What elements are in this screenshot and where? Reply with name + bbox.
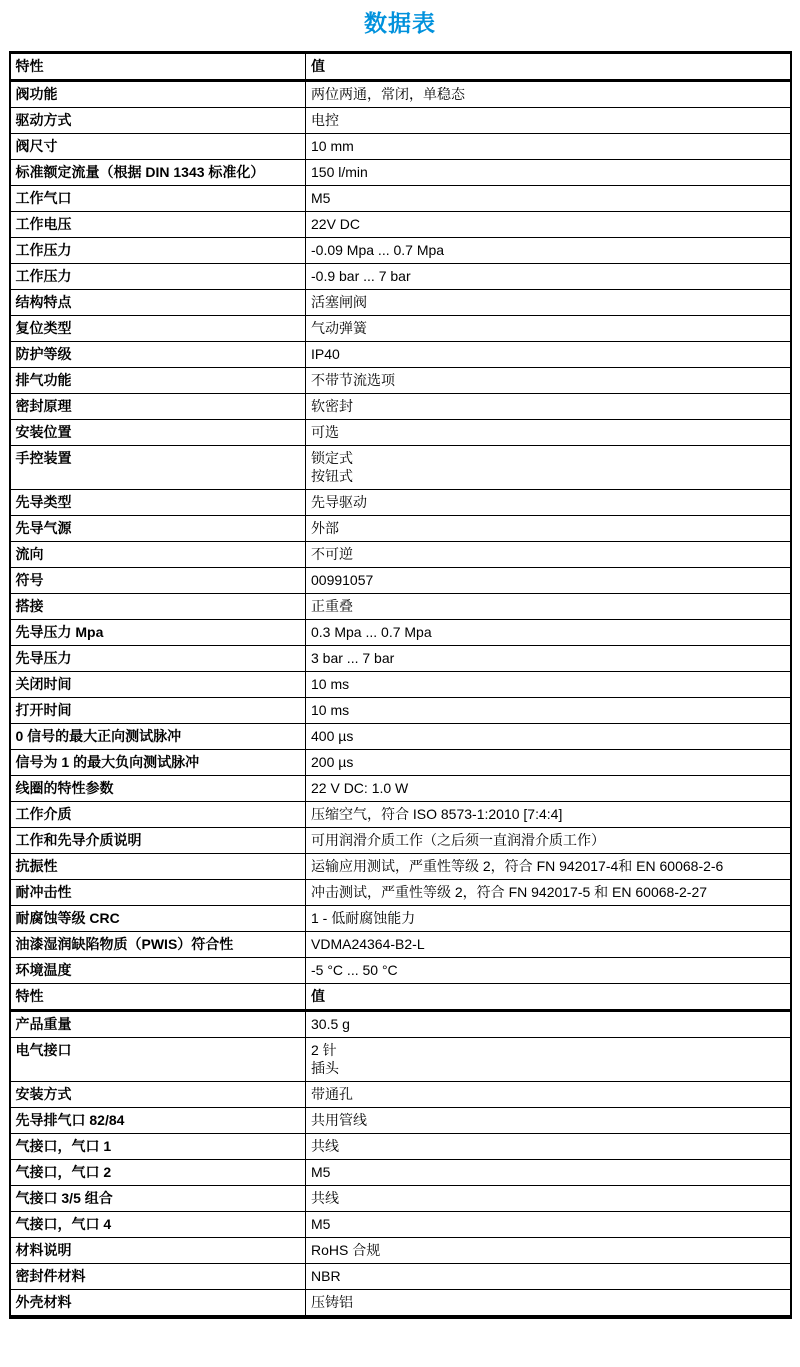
property-cell: 工作电压: [10, 212, 306, 238]
value-line: 插头: [311, 1060, 339, 1076]
value-cell: [306, 698, 791, 724]
table-row: [10, 646, 791, 672]
table-row: [10, 698, 791, 724]
property-cell: 先导类型: [10, 490, 306, 516]
property-cell: 驱动方式: [10, 108, 306, 134]
page-title: 数据表: [364, 10, 436, 36]
property-cell: 抗振性: [10, 854, 306, 880]
table-row: [10, 1264, 791, 1290]
property-cell: 阀功能: [10, 81, 306, 108]
value-cell: [306, 646, 791, 672]
value-cell: [306, 134, 791, 160]
datasheet-table: [9, 51, 792, 1319]
value-line: 外部: [311, 520, 339, 536]
table-row: [10, 854, 791, 880]
table-row: [10, 160, 791, 186]
property-cell: 工作压力: [10, 264, 306, 290]
value-cell: [306, 160, 791, 186]
property-cell: 线圈的特性参数: [10, 776, 306, 802]
table-row: [10, 238, 791, 264]
table-row: [10, 1160, 791, 1186]
value-line: 压铸铝: [311, 1294, 353, 1310]
table-row: [10, 290, 791, 316]
property-cell: 流向: [10, 542, 306, 568]
table-row: [10, 1038, 791, 1082]
value-cell: [306, 932, 791, 958]
value-line: 带通孔: [311, 1086, 353, 1102]
value-cell: [306, 1011, 791, 1038]
property-cell: 排气功能: [10, 368, 306, 394]
property-cell: 工作压力: [10, 238, 306, 264]
table-row: [10, 542, 791, 568]
value-line: 值: [311, 988, 325, 1004]
value-cell: [306, 620, 791, 646]
value-line: 冲击测试，严重性等级 2，符合 FN 942017-5 和 EN 60068-2-27: [311, 884, 708, 900]
table-row: [10, 342, 791, 368]
value-cell: [306, 342, 791, 368]
value-cell: [306, 984, 791, 1011]
value-cell: [306, 594, 791, 620]
value-line: 22 V DC: 1.0 W: [311, 780, 409, 796]
property-cell: 电气接口: [10, 1038, 306, 1082]
value-cell: [306, 1238, 791, 1264]
value-cell: [306, 802, 791, 828]
table-row: [10, 1011, 791, 1038]
value-line: 400 µs: [311, 728, 354, 744]
property-cell: 耐冲击性: [10, 880, 306, 906]
value-line: 30.5 g: [311, 1016, 350, 1032]
value-line: 值: [311, 58, 325, 74]
property-cell: 安装方式: [10, 1082, 306, 1108]
value-cell: [306, 81, 791, 108]
property-cell: 特性: [10, 984, 306, 1011]
table-row: [10, 594, 791, 620]
value-cell: [306, 568, 791, 594]
property-cell: 密封原理: [10, 394, 306, 420]
value-cell: [306, 1038, 791, 1082]
value-line: 运输应用测试，严重性等级 2，符合 FN 942017-4和 EN 60068-2-6: [311, 858, 724, 874]
table-row: [10, 1238, 791, 1264]
property-cell: 工作气口: [10, 186, 306, 212]
value-line: 共线: [311, 1138, 339, 1154]
table-body: [10, 53, 791, 1318]
property-cell: 工作介质: [10, 802, 306, 828]
table-row: [10, 750, 791, 776]
value-line: 气动弹簧: [311, 320, 367, 336]
property-cell: 阀尺寸: [10, 134, 306, 160]
value-cell: [306, 1264, 791, 1290]
value-line: 压缩空气，符合 ISO 8573-1:2010 [7:4:4]: [311, 806, 563, 822]
property-cell: 工作和先导介质说明: [10, 828, 306, 854]
property-cell: 0 信号的最大正向测试脉冲: [10, 724, 306, 750]
table-row: [10, 490, 791, 516]
property-cell: 先导压力 Mpa: [10, 620, 306, 646]
table-row: [10, 394, 791, 420]
property-cell: 打开时间: [10, 698, 306, 724]
value-line: 按钮式: [311, 468, 353, 484]
value-line: RoHS 合规: [311, 1242, 381, 1258]
property-cell: 产品重量: [10, 1011, 306, 1038]
table-row: [10, 1108, 791, 1134]
property-cell: 气接口，气口 1: [10, 1134, 306, 1160]
property-cell: 搭接: [10, 594, 306, 620]
value-line: 不可逆: [311, 546, 353, 562]
table-row: [10, 880, 791, 906]
value-line: 2 针: [311, 1042, 337, 1058]
value-cell: [306, 1082, 791, 1108]
value-line: 00991057: [311, 572, 374, 588]
value-cell: [306, 1186, 791, 1212]
value-line: -0.09 Mpa ... 0.7 Mpa: [311, 242, 445, 258]
table-row: [10, 264, 791, 290]
property-cell: 耐腐蚀等级 CRC: [10, 906, 306, 932]
table-row: [10, 776, 791, 802]
value-line: 10 ms: [311, 676, 350, 692]
property-cell: 气接口，气口 2: [10, 1160, 306, 1186]
value-cell: [306, 420, 791, 446]
table-row: [10, 212, 791, 238]
table-row: [10, 802, 791, 828]
property-cell: 密封件材料: [10, 1264, 306, 1290]
value-cell: [306, 724, 791, 750]
value-line: 1 - 低耐腐蚀能力: [311, 910, 416, 926]
value-line: VDMA24364-B2-L: [311, 936, 425, 952]
property-cell: 气接口，气口 4: [10, 1212, 306, 1238]
value-line: 不带节流选项: [311, 372, 395, 388]
value-cell: [306, 828, 791, 854]
value-line: 正重叠: [311, 598, 353, 614]
value-cell: [306, 880, 791, 906]
value-line: M5: [311, 1216, 331, 1232]
value-cell: [306, 316, 791, 342]
value-line: 先导驱动: [311, 494, 367, 510]
value-line: 共线: [311, 1190, 339, 1206]
value-line: 0.3 Mpa ... 0.7 Mpa: [311, 624, 432, 640]
value-cell: [306, 776, 791, 802]
table-row: [10, 134, 791, 160]
table-row: [10, 316, 791, 342]
property-cell: 符号: [10, 568, 306, 594]
property-cell: 先导排气口 82/84: [10, 1108, 306, 1134]
table-row: [10, 568, 791, 594]
property-cell: 先导压力: [10, 646, 306, 672]
value-line: 活塞闸阀: [311, 294, 367, 310]
table-row: [10, 724, 791, 750]
value-cell: [306, 53, 791, 81]
value-cell: [306, 1290, 791, 1318]
property-cell: 环境温度: [10, 958, 306, 984]
value-cell: [306, 108, 791, 134]
table-row: [10, 1134, 791, 1160]
table-row: [10, 420, 791, 446]
property-cell: 油漆湿润缺陷物质（PWIS）符合性: [10, 932, 306, 958]
property-cell: 安装位置: [10, 420, 306, 446]
value-cell: [306, 490, 791, 516]
property-cell: 信号为 1 的最大负向测试脉冲: [10, 750, 306, 776]
table-row: [10, 1290, 791, 1318]
value-cell: [306, 290, 791, 316]
property-cell: 复位类型: [10, 316, 306, 342]
property-cell: 手控装置: [10, 446, 306, 490]
property-cell: 外壳材料: [10, 1290, 306, 1318]
table-row: [10, 186, 791, 212]
table-row: [10, 1212, 791, 1238]
table-row: [10, 1082, 791, 1108]
value-cell: [306, 186, 791, 212]
value-line: 共用管线: [311, 1112, 367, 1128]
value-line: 电控: [311, 112, 339, 128]
value-cell: [306, 958, 791, 984]
value-cell: [306, 1160, 791, 1186]
value-cell: [306, 750, 791, 776]
value-line: 200 µs: [311, 754, 354, 770]
value-cell: [306, 238, 791, 264]
value-cell: [306, 906, 791, 932]
value-line: 软密封: [311, 398, 353, 414]
property-cell: 标准额定流量（根据 DIN 1343 标准化）: [10, 160, 306, 186]
table-row: [10, 828, 791, 854]
value-line: 可用润滑介质工作（之后须一直润滑介质工作）: [311, 832, 605, 848]
property-cell: 关闭时间: [10, 672, 306, 698]
value-cell: [306, 1108, 791, 1134]
value-cell: [306, 542, 791, 568]
value-cell: [306, 264, 791, 290]
value-line: -0.9 bar ... 7 bar: [311, 268, 411, 284]
property-cell: 特性: [10, 53, 306, 81]
value-cell: [306, 516, 791, 542]
value-cell: [306, 368, 791, 394]
value-cell: [306, 672, 791, 698]
value-cell: [306, 446, 791, 490]
value-line: -5 °C ... 50 °C: [311, 962, 398, 978]
value-line: M5: [311, 190, 331, 206]
value-line: NBR: [311, 1268, 341, 1284]
table-header-row: [10, 53, 791, 81]
table-row: [10, 108, 791, 134]
property-cell: 材料说明: [10, 1238, 306, 1264]
table-row: [10, 620, 791, 646]
property-cell: 防护等级: [10, 342, 306, 368]
value-line: 22V DC: [311, 216, 361, 232]
value-cell: [306, 212, 791, 238]
value-line: 可选: [311, 424, 339, 440]
value-line: 两位两通，常闭，单稳态: [311, 86, 465, 102]
value-line: IP40: [311, 346, 340, 362]
property-cell: 气接口 3/5 组合: [10, 1186, 306, 1212]
table-row: [10, 446, 791, 490]
value-line: 锁定式: [311, 450, 353, 466]
table-row: [10, 368, 791, 394]
value-line: 10 ms: [311, 702, 350, 718]
table-row: [10, 1186, 791, 1212]
value-cell: [306, 394, 791, 420]
value-line: 3 bar ... 7 bar: [311, 650, 395, 666]
table-row: [10, 906, 791, 932]
property-cell: 结构特点: [10, 290, 306, 316]
table-row: [10, 958, 791, 984]
table-row: [10, 81, 791, 108]
value-line: 150 l/min: [311, 164, 368, 180]
table-header-row: [10, 984, 791, 1011]
table-row: [10, 932, 791, 958]
value-cell: [306, 854, 791, 880]
value-line: M5: [311, 1164, 331, 1180]
value-line: 10 mm: [311, 138, 354, 154]
property-cell: 先导气源: [10, 516, 306, 542]
table-row: [10, 672, 791, 698]
value-cell: [306, 1134, 791, 1160]
table-row: [10, 516, 791, 542]
value-cell: [306, 1212, 791, 1238]
